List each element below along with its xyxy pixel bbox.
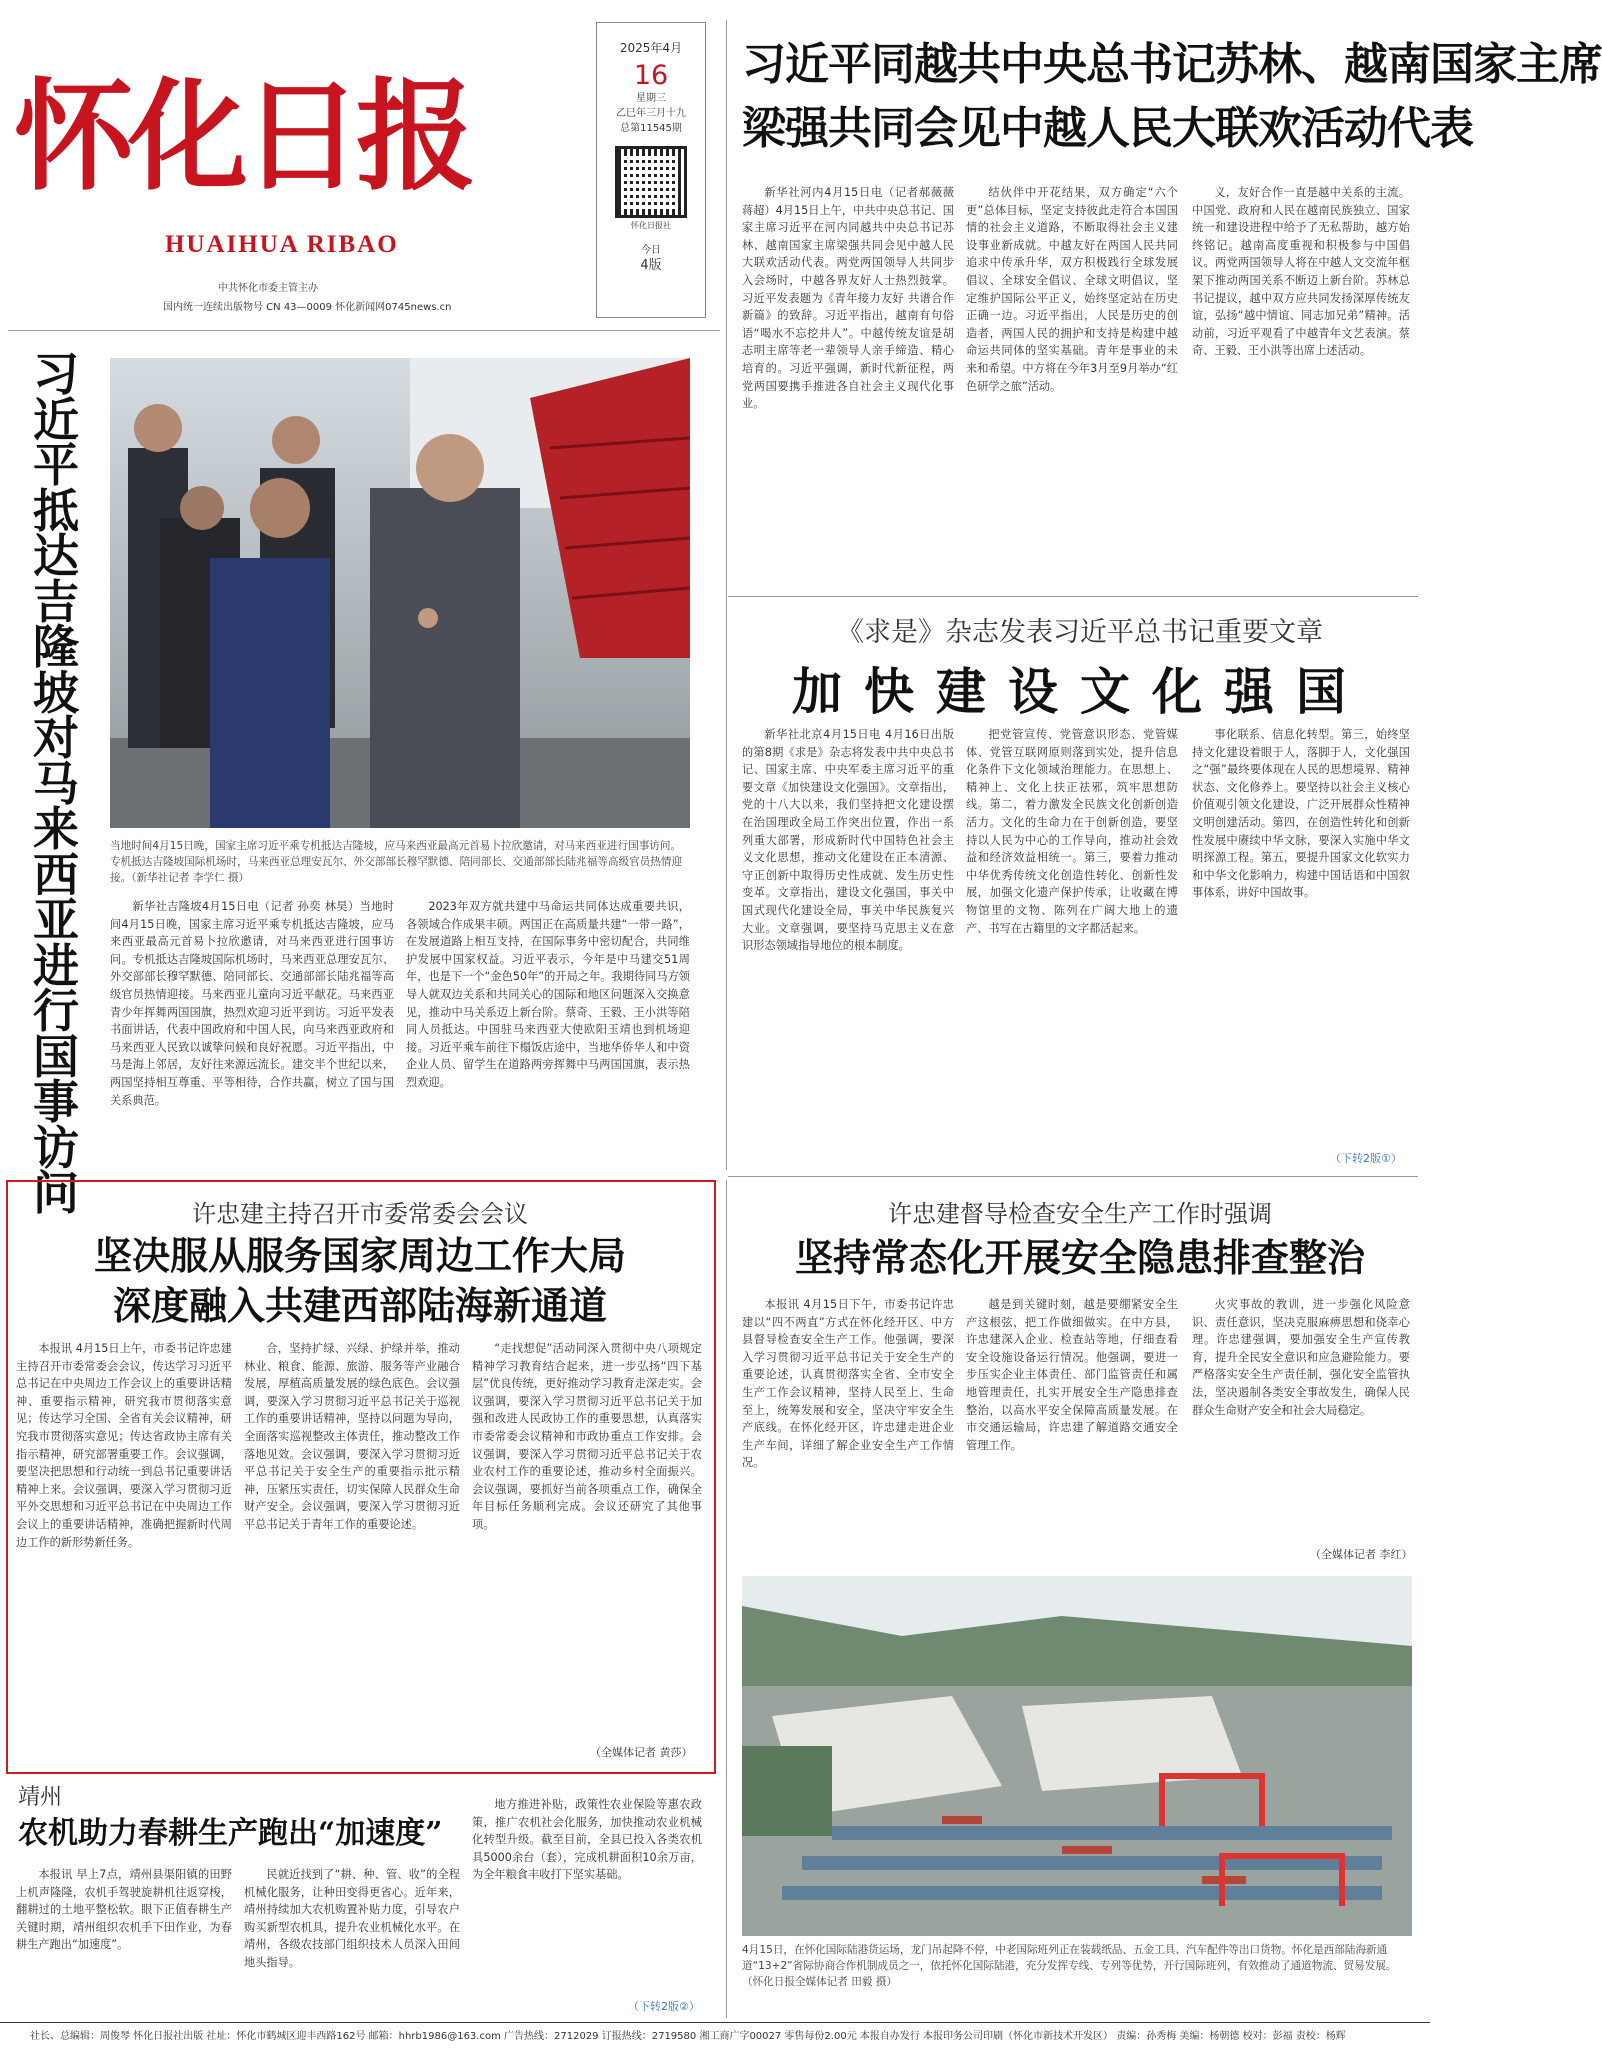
lead-headline-2: 梁强共同会见中越人民大联欢活动代表 [742, 103, 1473, 154]
edition-label: 今日 [641, 245, 661, 256]
safety-headline: 坚持常态化开展安全隐患排查整治 [794, 1235, 1365, 1280]
standing-kicker: 许忠建主持召开市委常委会会议 [192, 1200, 528, 1228]
qiushi-column-3: 事化联系、信息化转型。第三，始终坚持文化建设着眼于人，落脚于人，文化强国之“强”最终要体现在人民的思想境界、精神状态、文化修养上。要坚持以社会主义核心价值观引领文化建设，广泛开展群众性精神文明创建活动。第四，在创造性转化和创新性发展中赓续中华文脉，要深入实施中华文明探源工程。第五，要提升国家文化软实力和中华文化影响力，构建中国话语和中国叙事体系，讲好中国故事。 [1192, 728, 1410, 900]
standing-headline-2: 深度融入共建西部陆海新通道 [112, 1283, 607, 1328]
lead-column-2: 结伙伴中开花结果，双方确定“六个更”总体目标，坚定支持彼此走符合本国国情的社会主义道路，不断取得社会主义建设事业新成就。中越友好在两国人民共同追求中传承升华，双方积极践行全球发展倡议、全球安全倡议、全球文明倡议，坚定维护国际公平正义，始终坚定站在历史正确一边。习近平指出，人民是历史的创造者，两国人民的拥护和支持是构建中越命运共同体的坚实基础。青年是事业的未来和希望。中方将在今年3月至9月举办“红色研学之旅”活动。 [966, 186, 1178, 393]
safety-photo [742, 1576, 1412, 1936]
issue-number: 总第11545期 [620, 123, 682, 134]
date-weekday: 星期三 [636, 93, 666, 104]
jingzhou-column-1: 本报讯 早上7点，靖州县渠阳镇的田野上机声隆隆，农机手驾驶旋耕机往返穿梭，翻耕过的土地平整松软。眼下正值春耕生产关键时期，靖州组织农机手下田作业，为春耕生产跑出“加速度”。 [16, 1868, 232, 1952]
qiushi-column-2: 把党管宣传、党管意识形态、党管媒体、党管互联网原则落到实处，提升信息化条件下文化领域治理能力。在思想上、精神上、文化上扶正祛邪，筑牢思想防线。第二，着力激发全民族文化创新创造活力。文化的生命力在于创新创造，要坚持以人民为中心的工作导向，推动社会效益和经济效益相统一。第三，要着力推动中华优秀传统文化创造性转化、创新性发展，加强文化遗产保护传承，让收藏在博物馆里的文物、陈列在广阔大地上的遗产、书写在古籍里的文字都活起来。 [966, 728, 1178, 935]
feature-column-2: 2023年双方就共建中马命运共同体达成重要共识，各领域合作成果丰硕。两国正在高质量共建“一带一路”，在发展道路上相互支持，在国际事务中密切配合，共同维护发展中国家权益。习近平表示，今年是中马建交51周年，也是下一个“金色50年”的开局之年。我期待同马方领导人就双边关系和共同关心的国际和地区问题深入交换意见，推动中马关系迈上新台阶。蔡奇、王毅、王小洪等陪同人员抵达。中国驻马来西亚大使欧阳玉靖也到机场迎接。习近平乘车前往下榻饭店途中，当地华侨华人和中资企业人员、留学生在道路两旁挥舞中马两国国旗，表示热烈欢迎。 [406, 900, 690, 1089]
jingzhou-continued-link[interactable]: （下转2版②） [628, 2000, 700, 2013]
safety-byline: （全媒体记者 李红） [1310, 1548, 1413, 1561]
jingzhou-headline: 农机助力春耕生产跑出“加速度” [18, 1816, 443, 1851]
lead-column-3: 义，友好合作一直是越中关系的主流。中国党、政府和人民在越南民族独立、国家统一和建设进程中给予了无私帮助，越方始终铭记。越南高度重视和积极参与中国倡议。两党两国领导人将在中越人文交流年框架下推动两国关系不断迈上新台阶。苏林总书记提议，越中双方应共同发扬深厚传统友谊，弘扬“越中情谊、同志加兄弟”精神。活动前，习近平观看了中越青年文艺表演。蔡奇、王毅、王小洪等出席上述活动。 [1192, 186, 1410, 358]
qr-code-icon [615, 146, 687, 218]
standing-byline: （全媒体记者 黄莎） [590, 1746, 693, 1759]
edition-count: 4版 [640, 258, 662, 273]
feature-photo-caption: 当地时间4月15日晚，国家主席习近平乘专机抵达吉隆坡，应马来西亚最高元首易卜拉欣邀请，对马来西亚进行国事访问。专机抵达吉隆坡国际机场时，马来西亚总理安瓦尔、外交部部长穆罕默德、陪同部长、交通部部长陆兆福等高级官员热情迎接。（新华社记者 李学仁 摄） [110, 840, 683, 884]
feature-vertical-headline: 习近平抵达吉隆坡对马来西亚进行国事访问 [33, 347, 79, 1220]
standing-headline-1: 坚决服从服务国家周边工作大局 [93, 1233, 626, 1278]
page-footer: 社长、总编辑：周俊琴 怀化日报社出版 社址：怀化市鹤城区迎丰西路162号 邮箱：hhrb1986@163.com 广告热线：2712029 订报热线：2719580 湘工商广字00027 零售每份2.00元 本报自办发行 本报印务公司印刷（怀化市新技术开发区） 责编：孙秀梅 美编：杨朝德 校对：彭福 责校：杨辉 [30, 2031, 1346, 2042]
standing-column-2: 合，坚持扩绿、兴绿、护绿并举，推动林业、粮食、能源、旅游、服务等产业融合发展，厚植高质量发展的绿色底色。会议强调，要深入学习贯彻习近平总书记关于巡视工作的重要讲话精神，坚持以问题为导向，全面落实巡视整改主体责任，推动整改工作落地见效。会议强调，要深入学习贯彻习近平总书记关于安全生产的重要指示批示精神，压紧压实责任，切实保障人民群众生命财产安全。会议强调，要深入学习贯彻习近平总书记关于青年工作的重要论述。 [244, 1342, 460, 1531]
standing-column-1: 本报讯 4月15日上午，市委书记许忠建主持召开市委常委会会议，传达学习习近平总书记在中央周边工作会议上的重要讲话精神、重要指示精神，研究我市贯彻落实意见；传达学习全国、全省有关会议精神，研究我市贯彻落实意见；传达省政协主席有关指示精神，研究部署重要工作。会议强调，要坚决把思想和行动统一到总书记重要讲话精神上来。会议强调，要深入学习贯彻习近平外交思想和习近平总书记在中央周边工作会议上的重要讲话精神，准确把握新时代周边工作的新形势新任务。 [16, 1342, 232, 1549]
jingzhou-column-3: 地方推进补贴，政策性农业保险等惠农政策，推广农机社会化服务，加快推动农业机械化转型升级。截至目前，全县已投入各类农机具5000余台（套），完成机耕面积10余万亩，为全年粮食丰收打下坚实基础。 [472, 1798, 702, 1882]
lead-column-1: 新华社河内4月15日电（记者郝薇薇 蒋超）4月15日上午，中共中央总书记、国家主席习近平在河内同越共中央总书记苏林、越南国家主席梁强共同会见中越人民大联欢活动代表。两党两国领导人共同步入会场时，中越各界友好人士热烈鼓掌。习近平发表题为《青年接力友好 共谱合作新篇》的致辞。习近平指出，越南有句俗语“喝水不忘挖井人”。中越传统友谊是胡志明主席等老一辈领导人亲手缔造、精心培育的。习近平强调，新时代新征程，两党两国要携手推进各自社会主义现代化事业。 [742, 186, 954, 411]
jingzhou-kicker: 靖州 [18, 1785, 63, 1810]
feature-photo [110, 358, 690, 828]
masthead-pinyin: HUAIHUA RIBAO [165, 231, 399, 258]
qiushi-column-1: 新华社北京4月15日电 4月16日出版的第8期《求是》杂志将发表中共中央总书记、国家主席、中央军委主席习近平的重要文章《加快建设文化强国》。文章指出，党的十八大以来，我们坚持把文化建设摆在治国理政全局工作突出位置，作出一系列重大部署，形成新时代中国特色社会主义文化思想，推动文化建设在正本清源、守正创新中取得历史性成就、发生历史性变革。文章指出，建设文化强国，事关中国式现代化建设全局，事关中华民族复兴大业。文章强调，要坚持马克思主义在意识形态领域指导地位的根本制度。 [742, 728, 954, 953]
masthead-logo: 怀化日报 [14, 66, 470, 207]
safety-photo-caption: 4月15日，在怀化国际陆港货运场，龙门吊起降不停，中老国际班列正在装载纸品、五金工具、汽车配件等出口货物。怀化是西部陆海新通道“13+2”省际协商合作机制成员之一，依托怀化国际陆港，充分发挥专线、专列等优势，开行国际班列，有效推动了通道物流、贸易发展。（怀化日报全媒体记者 田毅 摄） [742, 1944, 1397, 1988]
standing-column-3: “走找想促”活动同深入贯彻中央八项规定精神学习教育结合起来，进一步弘扬“四下基层”优良传统，更好推动学习教育走深走实。会议强调，要深入学习贯彻习近平总书记关于加强和改进人民政协工作的重要思想，认真落实市委常委会议精神和市政协重点工作安排。会议强调，要深入学习贯彻习近平总书记关于农业农村工作的重要论述，推动乡村全面振兴。会议强调，要抓好当前各项重点工作，确保全年目标任务顺利完成。会议还研究了其他事项。 [472, 1342, 702, 1531]
feature-column-1: 新华社吉隆坡4月15日电（记者 孙奕 林昊）当地时间4月15日晚，国家主席习近平乘专机抵达吉隆坡，应马来西亚最高元首易卜拉欣邀请，对马来西亚进行国事访问。专机抵达吉隆坡国际机场时，马来西亚总理安瓦尔、外交部部长穆罕默德、陪同部长、交通部部长陆兆福等高级官员热情迎接。马来西亚儿童向习近平献花。马来西亚青少年挥舞两国国旗，热烈欢迎习近平到访。习近平发表书面讲话，代表中国政府和中国人民，向马来西亚政府和马来西亚人民致以诚挚问候和良好祝愿。习近平指出，中马是海上邻居，友好往来源远流长。建交半个世纪以来，两国坚持相互尊重、平等相待，合作共赢，树立了国与国关系典范。 [110, 900, 394, 1107]
safety-column-1: 本报讯 4月15日下午，市委书记许忠建以“四不两直”方式在怀化经开区、中方县督导检查安全生产工作。他强调，要深入学习贯彻习近平总书记关于安全生产的重要论述，认真贯彻落实全省、全市安全生产工作会议精神，坚持人民至上、生命至上，统筹发展和安全，坚决守牢安全生产底线。在怀化经开区，许忠建走进企业生产车间，详细了解企业安全生产工作情况。 [742, 1298, 954, 1470]
safety-kicker: 许忠建督导检查安全生产工作时强调 [888, 1200, 1272, 1228]
qiushi-kicker: 《求是》杂志发表习近平总书记重要文章 [837, 617, 1323, 648]
date-year-month: 2025年4月 [619, 41, 683, 55]
date-lunar: 乙巳年三月十九 [616, 108, 686, 119]
masthead-cn-number: 国内统一连续出版物号 CN 43—0009 怀化新闻网0745news.cn [163, 302, 452, 313]
safety-column-3: 火灾事故的教训，进一步强化风险意识、责任意识，坚决克服麻痹思想和侥幸心理。许忠建强调，要加强安全生产宣传教育，提升全民安全意识和应急避险能力。要严格落实安全生产责任制，强化安全监管执法，坚决遏制各类安全事故发生，确保人民群众生命财产安全和社会大局稳定。 [1192, 1298, 1410, 1417]
date-box [596, 22, 706, 318]
jingzhou-column-2: 民就近找到了“耕、种、管、收”的全程机械化服务，让种田变得更省心。近年来，靖州持续加大农机购置补贴力度，引导农户购买新型农机具，提升农业机械化水平。在靖州，各级农技部门组织技术人员深入田间地头指导。 [244, 1868, 460, 1969]
qiushi-continued-link[interactable]: （下转2版①） [1330, 1152, 1402, 1165]
safety-column-2: 越是到关键时刻，越是要绷紧安全生产这根弦，把工作做细做实。在中方县，许忠建深入企业、检查站等地，仔细查看安全设施设备运行情况。他强调，要进一步压实企业主体责任、部门监管责任和属地管理责任，扎实开展安全生产隐患排查整治，以高水平安全保障高质量发展。在市交通运输局，许忠建了解道路交通安全管理工作。 [966, 1298, 1178, 1452]
lead-headline-1: 习近平同越共中央总书记苏林、越南国家主席 [742, 39, 1602, 90]
date-day: 16 [633, 60, 669, 91]
qiushi-headline: 加快建设文化强国 [792, 662, 1368, 721]
qr-caption: 怀化日报社 [631, 221, 671, 230]
masthead-sponsor: 中共怀化市委主管主办 [218, 283, 318, 294]
